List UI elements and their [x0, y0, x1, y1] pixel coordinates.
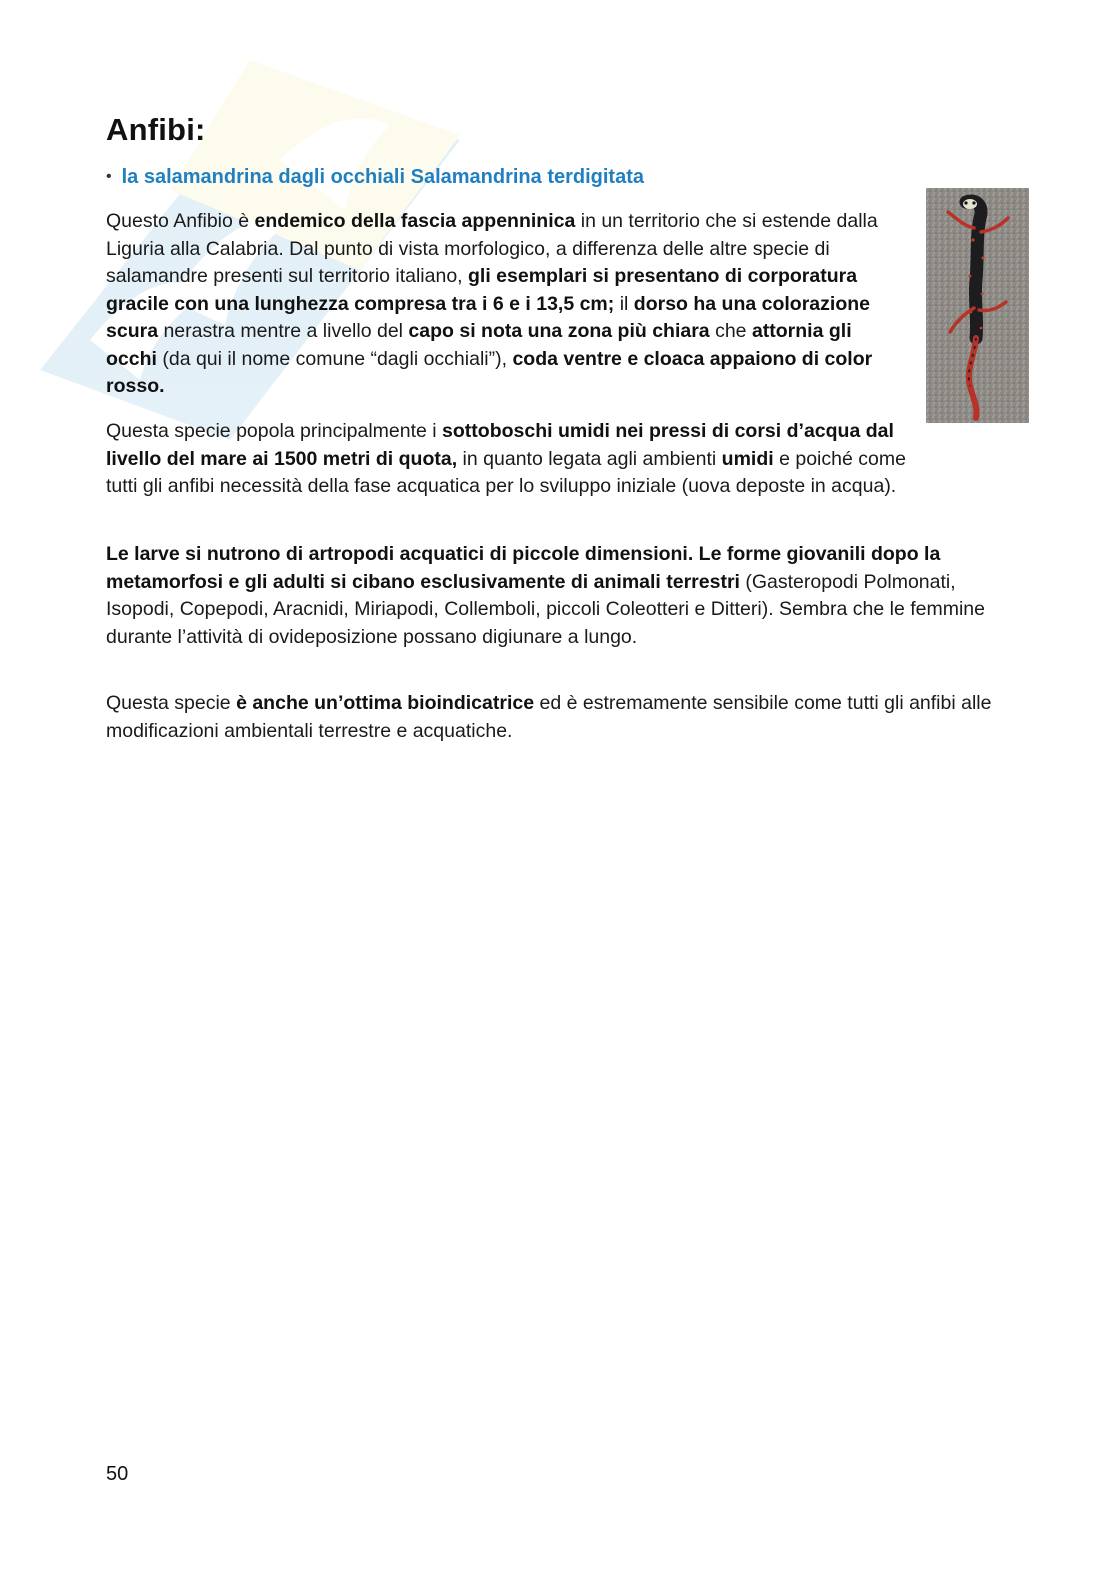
- text-run: Questo Anfibio è: [106, 210, 255, 232]
- bold-text-run: dorso ha una colorazione scura: [106, 292, 870, 342]
- salamander-photo: [926, 188, 1029, 423]
- page-number: 50: [106, 1463, 129, 1485]
- species-bullet: [106, 166, 644, 189]
- paragraph-bioindicator: [106, 690, 1001, 745]
- text-run: e poiché come tutti gli anfibi necessità della fase acquatica per lo sviluppo iniziale (uova deposte in acqua).: [106, 447, 906, 497]
- text-run: nerastra mentre a livello del: [158, 320, 409, 342]
- text-run: (da qui il nome comune “dagli occhiali”),: [156, 347, 513, 370]
- bold-text-run: è anche un’ottima bioindicatrice: [236, 692, 535, 714]
- text-run: (Gasteropodi Polmonati, Isopodi, Copepodi, Aracnidi, Miriapodi, Collemboli, piccoli Coleotteri e Ditteri). Sembra che le femmine durante l’attività di ovideposizione possano digiunare a lungo.: [106, 570, 985, 648]
- text-run: il: [614, 292, 634, 315]
- text-run: Questa specie: [106, 692, 237, 714]
- bold-text-run: Le larve si nutrono di artropodi acquatici di piccole dimensioni. Le forme giovanili dopo la metamorfosi e gli adulti si cibano esclusivamente di animali terrestri: [106, 543, 941, 593]
- text-run: in un territorio che si estende dalla Liguria alla Calabria. Dal punto di vista morfologico, a differenza delle altre specie di salamandre presenti sul territorio italiano,: [106, 210, 878, 287]
- species-title: la salamandrina dagli occhiali Salamandrina terdigitata: [121, 166, 645, 188]
- bold-text-run: coda ventre e cloaca appaiono di color rosso.: [106, 347, 873, 397]
- bold-text-run: capo si nota una zona più chiara: [408, 320, 710, 342]
- text-run: Questa specie popola principalmente i: [106, 420, 443, 442]
- paragraph-description: [106, 208, 906, 401]
- bold-text-run: sottoboschi umidi nei pressi di corsi d’acqua dal livello del mare ai 1500 metri di quota,: [106, 420, 894, 470]
- section-heading: Anfibi:: [106, 112, 206, 147]
- text-run: che: [709, 320, 752, 342]
- paragraph-habitat: [106, 418, 921, 501]
- paragraph-diet: [106, 541, 1001, 651]
- bold-text-run: attornia gli occhi: [106, 320, 852, 370]
- bold-text-run: umidi: [721, 447, 774, 470]
- bold-text-run: endemico della fascia appenninica: [254, 210, 576, 232]
- text-run: in quanto legata agli ambienti: [457, 447, 722, 470]
- bold-text-run: gli esemplari si presentano di corporatura gracile con una lunghezza compresa tra i 6 e i 13,5 cm;: [106, 265, 858, 315]
- text-run: ed è estremamente sensibile come tutti gli anfibi alle modificazioni ambientali terrestre e acquatiche.: [106, 692, 992, 742]
- bullet-marker: •: [106, 168, 112, 185]
